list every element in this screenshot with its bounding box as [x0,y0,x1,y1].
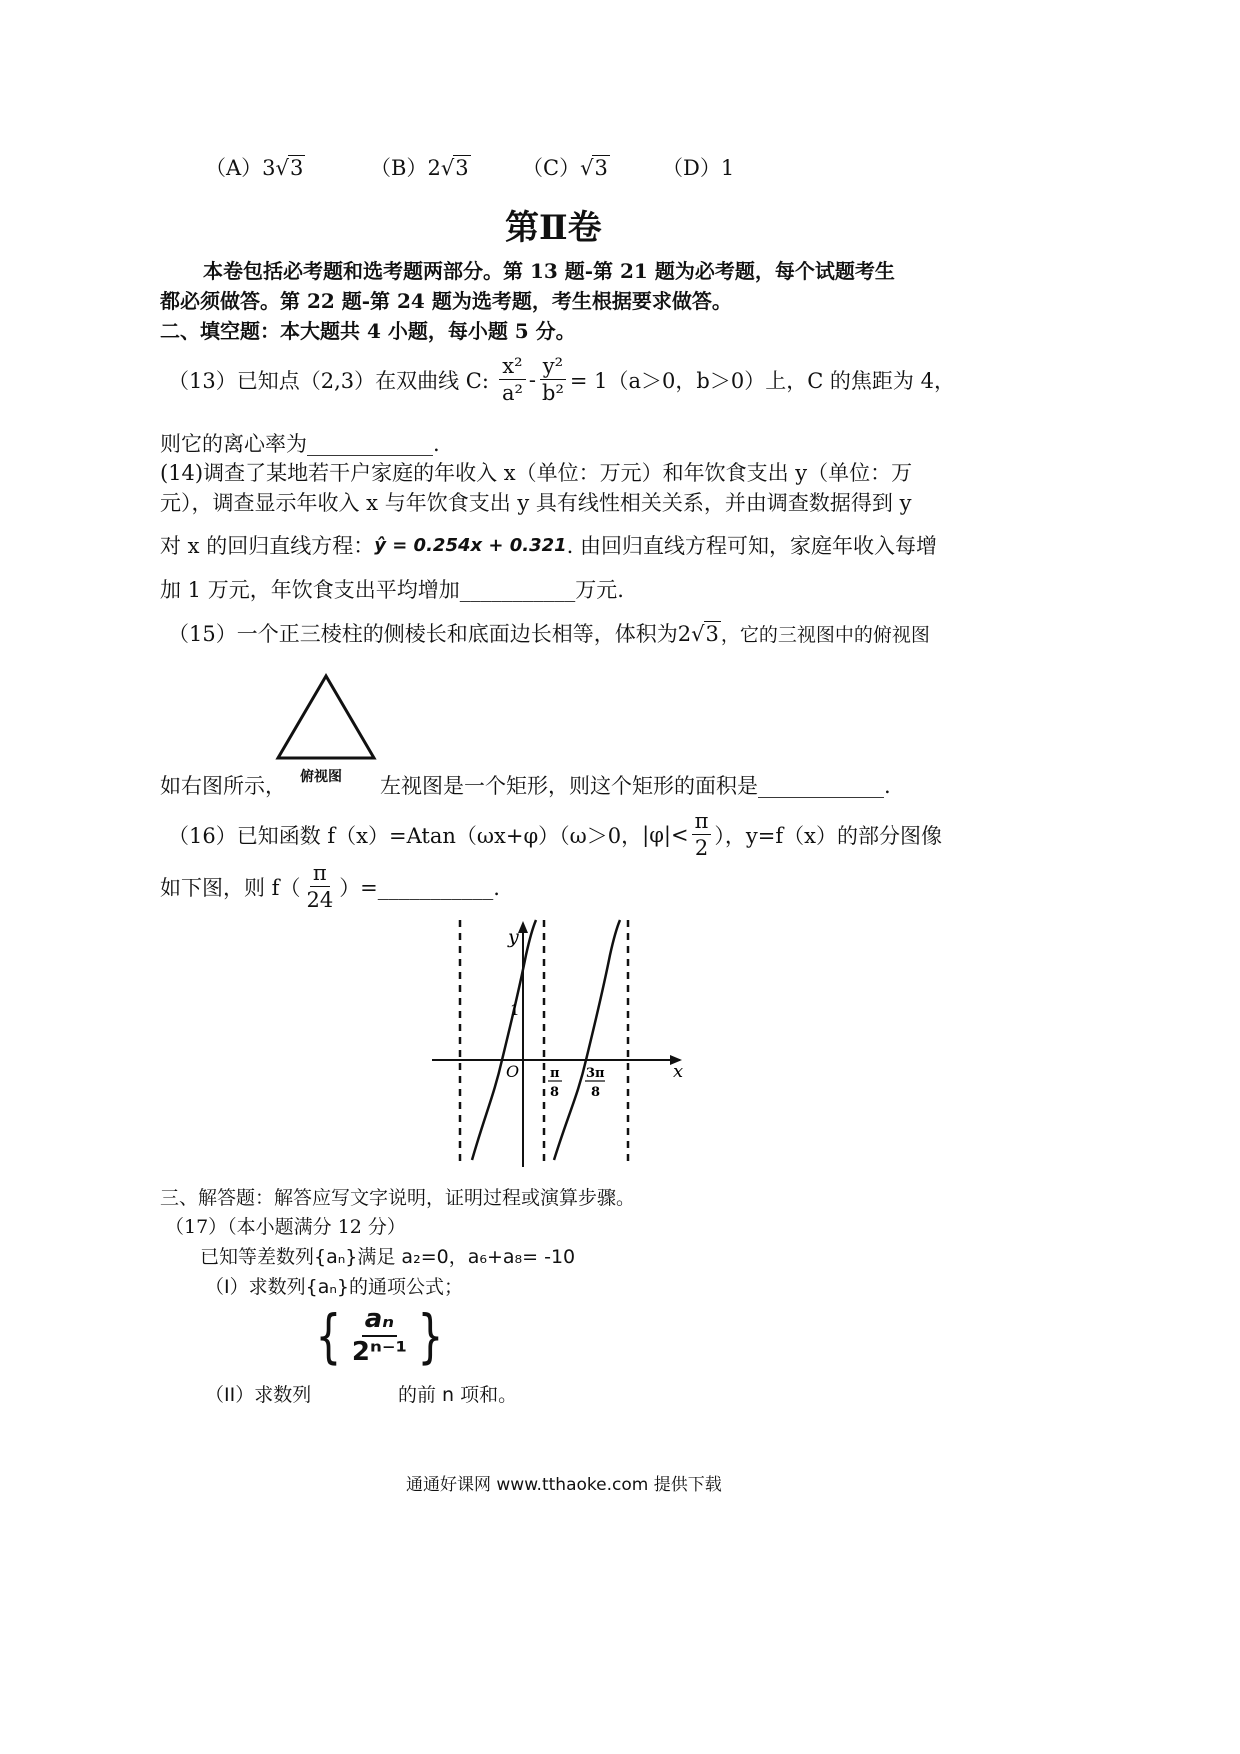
q16-line-2 [160,862,500,911]
regression-equation: ŷ = 0.254x + 0.321 [374,534,567,556]
q16-line2-prefix: 如下图，则 f（ [160,875,301,900]
tick1-num: π [550,1066,560,1081]
q16-line1-prefix: （16）已知函数 f（x）=Atan（ωx+φ）（ω＞0， [168,823,643,848]
choice-a: （A）3√3 [205,156,304,180]
q15-volume-radical: 3 [705,622,719,646]
q16-two: 2 [694,836,709,861]
q13-frac1-den: a² [501,381,523,406]
q13-prefix: （13）已知点（2,3）在双曲线 C: [168,368,489,393]
q16-pi: π [692,810,712,835]
q13-line-1 [168,355,955,404]
q14-line-4: 加 1 万元，年饮食支出平均增加___________万元. [160,578,624,602]
q17-seq-den: 2ⁿ⁻¹ [351,1337,407,1368]
triangle-shape [278,676,374,758]
x-label: x [673,1061,684,1082]
q14-line3-suffix: . 由回归直线方程可知，家庭年收入每增 [566,534,938,558]
tan-branch-2 [554,920,620,1160]
q13-suffix: = 1（a＞0，b＞0）上，C 的焦距为 4， [569,368,955,393]
section-title: 第Ⅱ卷 [505,208,602,248]
q13-fraction-y [539,355,567,404]
q16-arg-pi: π [310,862,330,887]
intro-line-2: 都必须做答。第 22 题-第 24 题为选考题，考生根据要求做答。 [160,289,732,313]
q16-abs-phi: |φ| [642,822,671,847]
choice-b-label: （B） [370,156,428,180]
q16-line1-suffix: ），y=f（x）的部分图像 [714,823,942,848]
y-axis-arrow [518,921,528,933]
q13-frac1-num: x² [499,355,525,380]
q17-sequence-fraction [349,1306,410,1367]
q15-line-1: （15）一个正三棱柱的侧棱长和底面边长相等，体积为2√3 ，它的三视图中的俯视图 [168,622,930,646]
choice-a-coef: 3 [262,156,276,180]
choice-b-coef: 2 [427,156,441,180]
q13-frac2-den: b² [542,381,564,406]
choice-d-value: 1 [720,156,735,180]
q15-line1-prefix: （15）一个正三棱柱的侧棱长和底面边长相等，体积为 [168,622,678,646]
tick2-num: 3π [586,1066,605,1081]
q14-line-2: 元），调查显示年收入 x 与年饮食支出 y 具有线性相关关系，并由调查数据得到 y [160,491,912,515]
intro-line-1: 本卷包括必考题和选考题两部分。第 13 题-第 21 题为必考题，每个试题考生 [203,259,895,283]
top-view-triangle [270,670,382,762]
q14-line-1: (14)调查了某地若干户家庭的年收入 x（单位：万元）和年饮食支出 y（单位：万 [160,461,913,485]
q17-seq-num: aₙ [362,1306,397,1337]
choice-c: （C）√3 [522,156,608,180]
q16-pi-over-2 [692,810,712,859]
q13-minus: - [528,367,536,392]
left-brace: { [315,1302,342,1371]
choice-b-radical: 3 [455,156,469,180]
y-one-label: 1 [510,1001,520,1019]
q17-given: 已知等差数列{aₙ}满足 a₂=0，a₆+a₈= -10 [200,1246,576,1268]
q16-pi-over-24 [303,862,336,911]
choice-b: （B）2√3 [370,156,469,180]
q15-volume-coef: 2 [677,622,692,646]
tick2-den: 8 [591,1085,601,1100]
q16-line-1 [168,810,942,859]
q15-line-2-prefix: 如右图所示， [160,774,286,798]
tick1-den: 8 [550,1085,560,1100]
q17-part-2-suffix: 的前 n 项和。 [398,1384,518,1406]
tangent-graph [430,915,690,1170]
top-view-label: 俯视图 [300,769,342,785]
q17-title: （17）（本小题满分 12 分） [165,1216,406,1238]
q15-line1-suffix: ，它的三视图中的俯视图 [720,624,930,646]
q17-part-2-prefix: （II）求数列 [205,1384,312,1406]
q17-sequence-braces [310,1302,449,1371]
y-label: y [508,926,519,948]
q14-line-3 [160,530,937,560]
choice-c-radical: 3 [594,156,608,180]
choice-a-radical: 3 [289,156,304,180]
choice-a-label: （A） [205,156,263,180]
q16-line2-suffix: ）=___________. [339,875,500,900]
tan-branch-1 [472,920,536,1160]
choice-d-label: （D） [662,156,721,180]
q14-line3-prefix: 对 x 的回归直线方程： [160,534,375,558]
choice-c-label: （C） [522,156,581,180]
origin-label: O [506,1062,520,1081]
q16-less-than: < [671,822,689,847]
q13-frac2-num: y² [540,355,566,380]
q13-fraction-x [499,355,526,404]
choice-d [662,152,734,182]
right-brace: } [417,1302,444,1371]
q15-line-2-suffix: 左视图是一个矩形，则这个矩形的面积是____________. [380,774,891,798]
q16-arg-den: 24 [306,888,334,913]
q17-part-1: （I）求数列{aₙ}的通项公式； [205,1276,463,1298]
footer: 通通好课网 www.tthaoke.com 提供下载 [406,1475,722,1495]
part2-heading: 二、填空题：本大题共 4 小题，每小题 5 分。 [160,319,576,343]
q13-line-2: 则它的离心率为____________. [160,432,440,456]
part3-heading: 三、解答题：解答应写文字说明，证明过程或演算步骤。 [160,1187,636,1209]
